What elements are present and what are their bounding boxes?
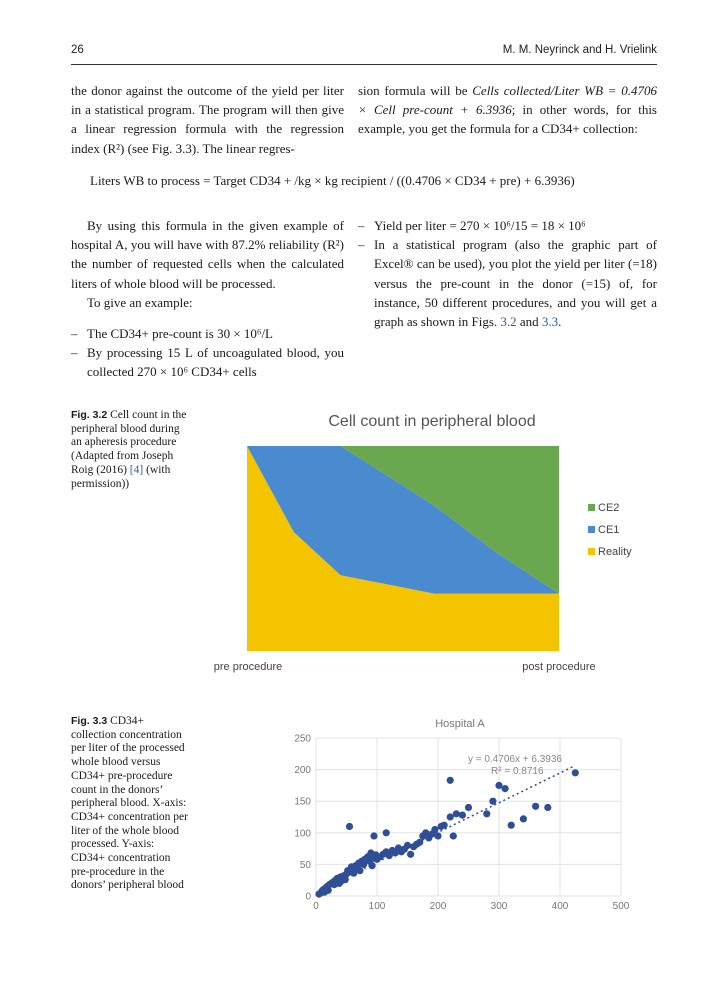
legend-swatch xyxy=(588,548,595,555)
data-point xyxy=(416,839,423,846)
y-tick-label: 250 xyxy=(294,733,311,745)
data-point xyxy=(495,782,502,789)
x-tick-label: 500 xyxy=(612,901,630,912)
chart-title: Cell count in peripheral blood xyxy=(328,413,536,430)
figure-link-3-2[interactable]: 3.2 xyxy=(500,314,517,330)
legend-label: Reality xyxy=(598,546,632,558)
caption-text: CD34+ collection concentration per liter of the processed whole blood versus CD34+ pre-procedure count in the donors’ peripheral blood. X-axis: CD34+ concentration per liter of the whole blood processed. Y-axis: CD34+ concentration pre-procedure in the donors’ peripheral blood xyxy=(71,715,188,892)
data-point xyxy=(434,832,441,839)
y-tick-label: 0 xyxy=(305,891,311,903)
column-left-middle xyxy=(71,216,344,382)
paragraph-regression-intro: the donor against the outcome of the yield per liter in a statistical program. The program will then give a linear regression formula with the regression index (R²) (see Fig. 3.3). The linear regres- xyxy=(71,83,344,156)
legend-label: CE2 xyxy=(598,502,620,514)
caption-label: Fig. 3.3 xyxy=(71,715,108,727)
list-text-end: . xyxy=(558,314,562,330)
data-point xyxy=(407,851,414,858)
data-point xyxy=(346,823,353,830)
data-point xyxy=(544,804,551,811)
figure-3-3-caption xyxy=(71,715,191,893)
data-point xyxy=(483,810,490,817)
list-text-and: and xyxy=(516,314,542,330)
y-tick-label: 100 xyxy=(294,828,311,840)
data-point xyxy=(520,815,527,822)
caption-text: Cell count in the peripheral blood during an apheresis procedure (Adapted from Joseph Roig (2016) xyxy=(71,409,187,476)
area-chart xyxy=(200,400,650,685)
column-right-middle xyxy=(358,216,657,331)
list-text: In a statistical program (also the graphic part of Excel® can be used), you plot the yield per liter (=18) versus the pre-count in the donor (=15) of, for instance, 50 different procedures, and you will get a graph as shown in Figs. xyxy=(374,237,657,330)
y-tick-label: 50 xyxy=(299,859,311,871)
paragraph-reliability: By using this formula in the given example of hospital A, you will have with 87.2% reliability (R²) the number of requested cells when the calculated liters of whole blood will be processed. xyxy=(71,218,344,291)
figure-3-2-caption xyxy=(71,409,191,491)
legend-swatch xyxy=(588,526,595,533)
data-point xyxy=(532,803,539,810)
data-point xyxy=(447,777,454,784)
x-tick-label: 200 xyxy=(429,901,447,912)
reference-link-4[interactable]: [4] xyxy=(129,463,144,476)
legend-swatch xyxy=(588,504,595,511)
list-item-statistical-program xyxy=(358,235,657,331)
data-point xyxy=(465,804,472,811)
list-item-yield: – Yield per liter = 270 × 10⁶/15 = 18 × 10⁶ xyxy=(358,216,657,235)
text-suffix: ; in other words, for this example, you get the formula for a CD34+ collection: xyxy=(358,102,657,137)
trendline-equation: y = 0.4706x + 6.3936 xyxy=(468,754,562,765)
column-right-top xyxy=(358,81,657,139)
legend-label: CE1 xyxy=(598,524,620,536)
inline-formula: Cells collected/Liter WB = 0.4706 × Cell pre-count + 6.3936 xyxy=(358,83,657,118)
list-item-precount: – The CD34+ pre-count is 30 × 10⁶/L xyxy=(71,324,344,343)
x-tick-label: 0 xyxy=(313,901,319,912)
scatter-chart xyxy=(280,712,650,917)
data-point xyxy=(453,810,460,817)
display-formula: Liters WB to process = Target CD34 + /kg × kg recipient / ((0.4706 × CD34 + pre) + 6.3936) xyxy=(90,173,575,188)
text-prefix: sion formula will be xyxy=(358,83,473,98)
paragraph-example-intro: To give an example: xyxy=(87,294,193,310)
running-header-authors: M. M. Neyrinck and H. Vrielink xyxy=(502,44,657,56)
y-tick-label: 150 xyxy=(294,796,311,808)
caption-text-end: (with permission)) xyxy=(71,463,171,490)
header-rule xyxy=(71,64,657,65)
data-point xyxy=(370,832,377,839)
list-item-processing: – By processing 15 L of uncoagulated blood, you collected 270 × 10⁶ CD34+ cells xyxy=(71,343,344,381)
paragraph-regression-formula xyxy=(358,81,657,139)
data-point xyxy=(508,822,515,829)
x-tick-label: pre procedure xyxy=(213,661,283,673)
caption-label: Fig. 3.2 xyxy=(71,409,108,421)
r-squared-label: R² = 0.8716 xyxy=(491,766,544,777)
chart-title: Hospital A xyxy=(435,718,485,730)
y-tick-label: 200 xyxy=(294,765,311,777)
data-point xyxy=(383,829,390,836)
x-tick-label: 100 xyxy=(368,901,386,912)
figure-link-3-3[interactable]: 3.3 xyxy=(541,314,559,330)
x-tick-label: post procedure xyxy=(522,661,596,673)
data-point xyxy=(572,769,579,776)
page-number: 26 xyxy=(71,44,84,56)
data-point xyxy=(447,813,454,820)
data-point xyxy=(459,812,466,819)
x-tick-label: 400 xyxy=(551,901,569,912)
data-point xyxy=(441,822,448,829)
x-tick-label: 300 xyxy=(490,901,508,912)
column-left-top xyxy=(71,81,344,158)
data-point xyxy=(450,832,457,839)
data-point xyxy=(502,785,509,792)
